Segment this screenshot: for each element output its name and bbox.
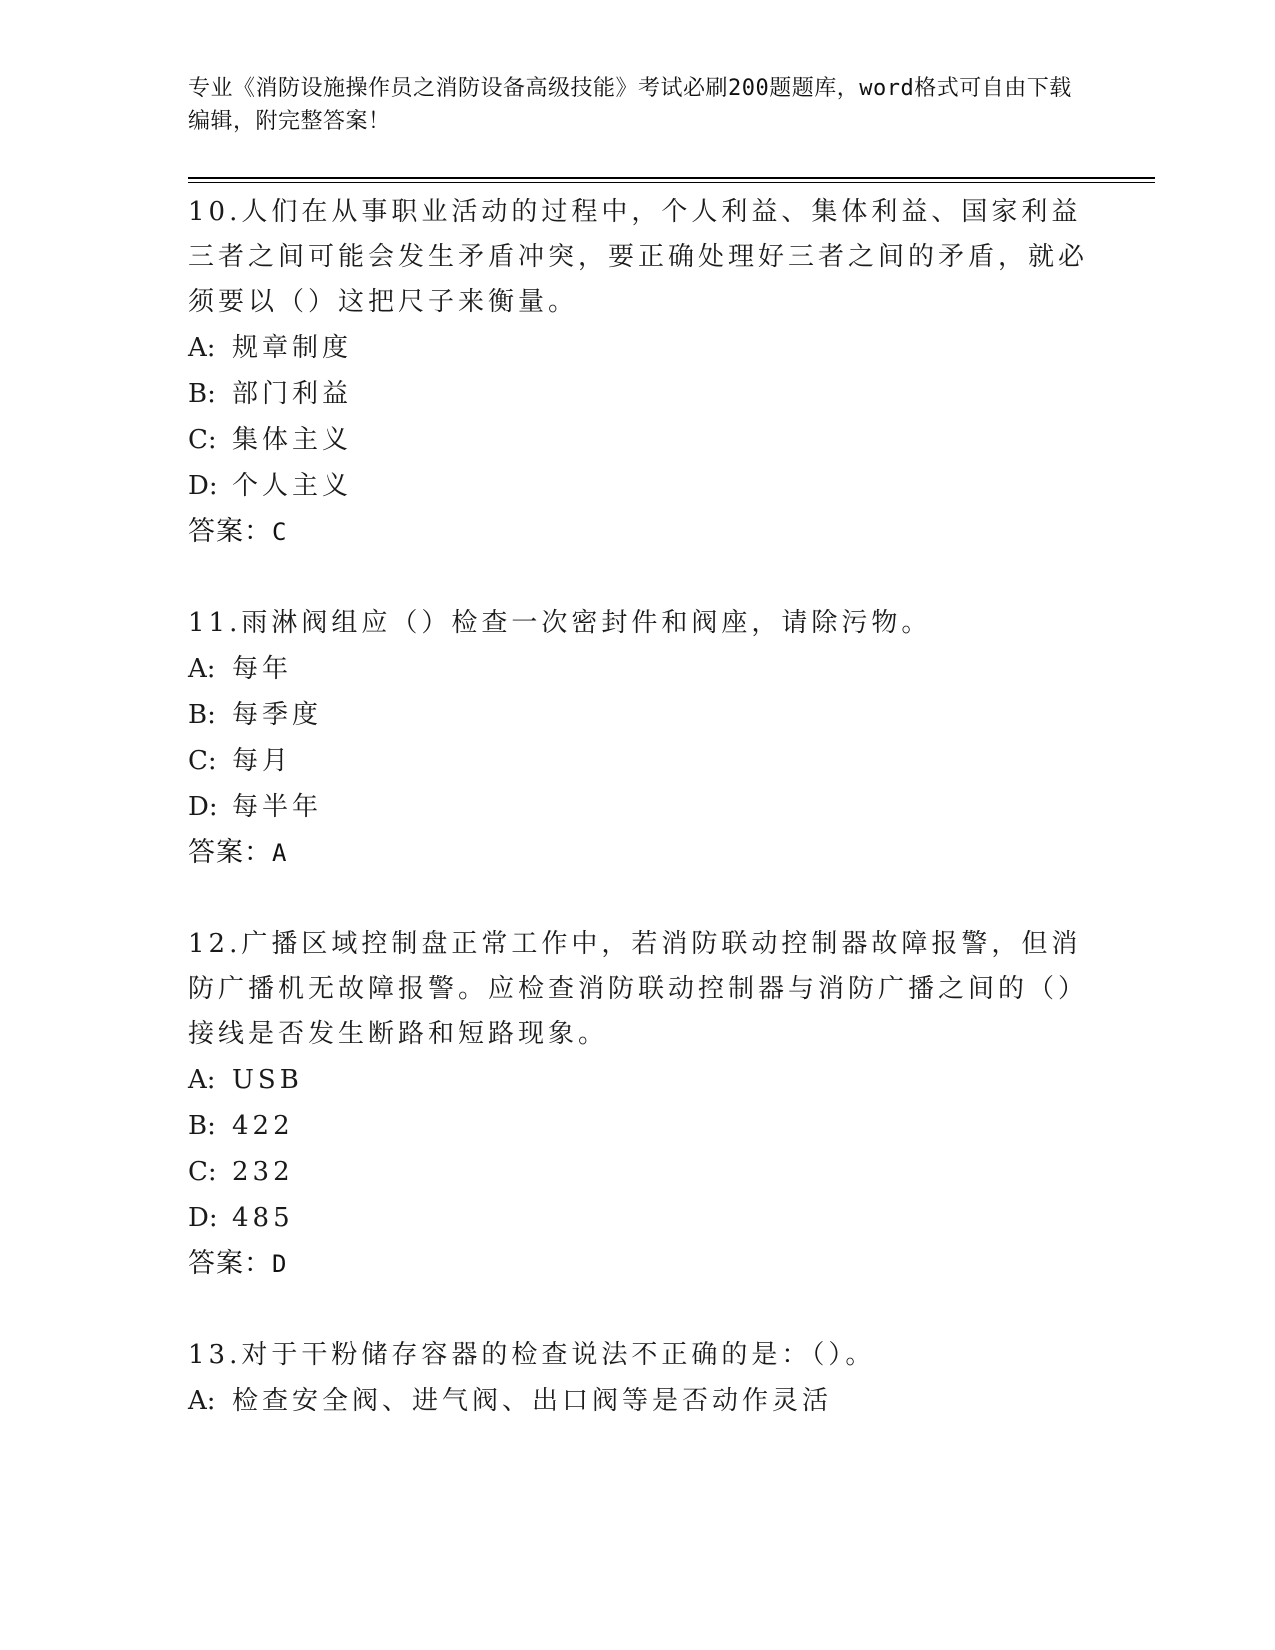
option-label: C: — [188, 425, 217, 455]
option-text: 检查安全阀、进气阀、出口阀等是否动作灵活 — [232, 1386, 833, 1416]
answer-line — [188, 1241, 1088, 1287]
option-label: C: — [188, 746, 217, 776]
option-text: 规章制度 — [232, 333, 353, 363]
option-c — [188, 417, 1088, 463]
option-label: A: — [188, 1386, 216, 1416]
option-d — [188, 463, 1088, 509]
option-label: B: — [188, 700, 216, 730]
question-12 — [188, 922, 1088, 1287]
option-text: 集体主义 — [232, 425, 353, 455]
option-text: 每半年 — [232, 792, 323, 822]
option-c — [188, 738, 1088, 784]
option-label: C: — [188, 1157, 217, 1187]
option-b — [188, 692, 1088, 738]
answer-line — [188, 509, 1088, 555]
option-text: 每年 — [232, 654, 293, 684]
answer-value: D — [272, 1250, 288, 1278]
option-label: D: — [188, 792, 218, 822]
option-text: 485 — [232, 1203, 294, 1233]
option-label: A: — [188, 654, 216, 684]
option-a — [188, 646, 1088, 692]
option-text: 232 — [232, 1157, 294, 1187]
option-label: B: — [188, 379, 216, 409]
header-divider-thick — [188, 177, 1155, 179]
option-label: D: — [188, 1203, 218, 1233]
option-a — [188, 1378, 1088, 1424]
option-a — [188, 1057, 1088, 1103]
option-c — [188, 1149, 1088, 1195]
option-text: 每季度 — [232, 700, 323, 730]
answer-value: A — [272, 839, 288, 867]
answer-value: C — [272, 518, 288, 546]
answer-line — [188, 830, 1088, 876]
option-text: 部门利益 — [232, 379, 353, 409]
option-label: D: — [188, 471, 218, 501]
document-header: 专业《消防设施操作员之消防设备高级技能》考试必刷200题题库，word格式可自由下载编辑，附完整答案！ — [188, 76, 1072, 134]
option-label: A: — [188, 1065, 216, 1095]
option-text: 422 — [232, 1111, 294, 1141]
question-stem: 10.人们在从事职业活动的过程中，个人利益、集体利益、国家利益三者之间可能会发生矛盾冲突，要正确处理好三者之间的矛盾，就必须要以（）这把尺子来衡量。 — [188, 197, 1089, 317]
question-list — [188, 190, 1088, 1470]
option-text: 个人主义 — [232, 471, 353, 501]
option-b — [188, 371, 1088, 417]
option-d — [188, 784, 1088, 830]
option-d — [188, 1195, 1088, 1241]
option-label: A: — [188, 333, 216, 363]
option-a — [188, 325, 1088, 371]
answer-label: 答案： — [188, 516, 272, 547]
answer-label: 答案： — [188, 837, 272, 868]
option-b — [188, 1103, 1088, 1149]
header-divider-thin — [188, 182, 1155, 183]
answer-label: 答案： — [188, 1248, 272, 1279]
question-stem: 12.广播区域控制盘正常工作中，若消防联动控制器故障报警，但消防广播机无故障报警。应检查消防联动控制器与消防广播之间的（）接线是否发生断路和短路现象。 — [188, 929, 1089, 1049]
option-text: 每月 — [232, 746, 293, 776]
option-label: B: — [188, 1111, 216, 1141]
question-13 — [188, 1333, 1088, 1424]
option-text: USB — [232, 1065, 303, 1095]
question-10 — [188, 190, 1088, 555]
question-11 — [188, 601, 1088, 876]
question-stem: 11.雨淋阀组应（）检查一次密封件和阀座，请除污物。 — [188, 608, 932, 638]
question-stem: 13.对于干粉储存容器的检查说法不正确的是：（）。 — [188, 1340, 876, 1370]
